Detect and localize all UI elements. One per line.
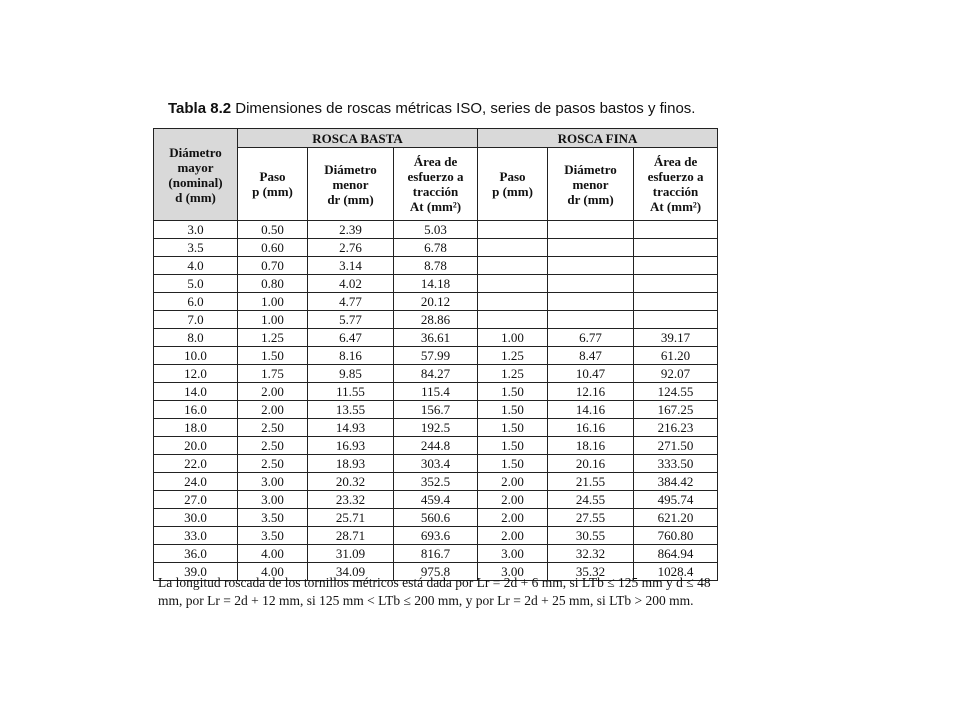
table-cell: 7.0 bbox=[154, 311, 238, 329]
table-cell: 816.7 bbox=[394, 545, 478, 563]
table-cell: 28.71 bbox=[308, 527, 394, 545]
table-cell: 31.09 bbox=[308, 545, 394, 563]
table-cell: 20.32 bbox=[308, 473, 394, 491]
header-diametro-menor-basta: Diámetro menor dr (mm) bbox=[308, 148, 394, 221]
footnote: La longitud roscada de los tornillos métricos está dada por Lr = 2d + 6 mm, si LTb ≤ 125 mm y d ≤ 48 mm, por Lr = 2d + 12 mm, si 125 mm < LTb ≤ 200 mm, y por Lr = 2d + 25 mm, si LTb > 200 mm. bbox=[158, 575, 711, 608]
table-cell: 61.20 bbox=[634, 347, 718, 365]
table-cell: 3.0 bbox=[154, 221, 238, 239]
table-cell: 20.0 bbox=[154, 437, 238, 455]
table-cell: 2.00 bbox=[238, 383, 308, 401]
table-cell: 0.80 bbox=[238, 275, 308, 293]
table-cell: 2.00 bbox=[238, 401, 308, 419]
table-cell bbox=[634, 275, 718, 293]
table-cell: 30.55 bbox=[548, 527, 634, 545]
table-cell bbox=[478, 239, 548, 257]
table-cell: 1.50 bbox=[478, 383, 548, 401]
table-cell: 1.50 bbox=[478, 437, 548, 455]
table-cell: 1.25 bbox=[478, 365, 548, 383]
table-cell: 22.0 bbox=[154, 455, 238, 473]
table-cell: 2.00 bbox=[478, 527, 548, 545]
table-cell: 4.02 bbox=[308, 275, 394, 293]
table-cell: 3.5 bbox=[154, 239, 238, 257]
table-cell: 271.50 bbox=[634, 437, 718, 455]
header-diametro-mayor: Diámetro mayor (nominal) d (mm) bbox=[154, 129, 238, 221]
table-cell: 8.78 bbox=[394, 257, 478, 275]
thread-dimensions-table bbox=[153, 128, 718, 581]
table-cell: 124.55 bbox=[634, 383, 718, 401]
table-cell bbox=[478, 311, 548, 329]
table-cell bbox=[548, 257, 634, 275]
table-cell: 3.00 bbox=[478, 563, 548, 581]
table-row bbox=[154, 437, 718, 455]
table-row bbox=[154, 239, 718, 257]
table-cell: 693.6 bbox=[394, 527, 478, 545]
table-cell: 2.50 bbox=[238, 455, 308, 473]
table-cell: 10.0 bbox=[154, 347, 238, 365]
table-cell: 10.47 bbox=[548, 365, 634, 383]
table-row bbox=[154, 455, 718, 473]
table-cell: 4.77 bbox=[308, 293, 394, 311]
table-row bbox=[154, 383, 718, 401]
table-cell: 8.47 bbox=[548, 347, 634, 365]
table-cell: 16.16 bbox=[548, 419, 634, 437]
table-cell: 495.74 bbox=[634, 491, 718, 509]
table-cell: 34.09 bbox=[308, 563, 394, 581]
table-cell: 30.0 bbox=[154, 509, 238, 527]
table-cell: 2.50 bbox=[238, 419, 308, 437]
table-row bbox=[154, 419, 718, 437]
table-cell bbox=[548, 311, 634, 329]
table-cell: 3.00 bbox=[238, 473, 308, 491]
table-cell bbox=[634, 311, 718, 329]
table-row bbox=[154, 365, 718, 383]
table-cell: 27.55 bbox=[548, 509, 634, 527]
table-cell: 14.18 bbox=[394, 275, 478, 293]
table-cell: 4.00 bbox=[238, 545, 308, 563]
table-cell: 0.70 bbox=[238, 257, 308, 275]
header-diametro-menor-fina: Diámetro menor dr (mm) bbox=[548, 148, 634, 221]
table-cell: 5.77 bbox=[308, 311, 394, 329]
header-paso-basta: Paso p (mm) bbox=[238, 148, 308, 221]
table-cell: 16.93 bbox=[308, 437, 394, 455]
table-cell: 39.0 bbox=[154, 563, 238, 581]
table-cell: 12.0 bbox=[154, 365, 238, 383]
table-cell bbox=[548, 239, 634, 257]
table-cell: 84.27 bbox=[394, 365, 478, 383]
table-cell: 864.94 bbox=[634, 545, 718, 563]
table-cell: 2.50 bbox=[238, 437, 308, 455]
table-cell: 3.00 bbox=[478, 545, 548, 563]
table-cell: 4.0 bbox=[154, 257, 238, 275]
table-cell: 6.47 bbox=[308, 329, 394, 347]
table-cell: 57.99 bbox=[394, 347, 478, 365]
table-cell: 0.50 bbox=[238, 221, 308, 239]
table-cell: 3.00 bbox=[238, 491, 308, 509]
header-paso-fina: Paso p (mm) bbox=[478, 148, 548, 221]
table-cell: 167.25 bbox=[634, 401, 718, 419]
table-cell: 2.39 bbox=[308, 221, 394, 239]
table-cell: 384.42 bbox=[634, 473, 718, 491]
table-cell bbox=[478, 275, 548, 293]
table-cell: 1.50 bbox=[478, 401, 548, 419]
table-cell: 3.50 bbox=[238, 527, 308, 545]
table-cell: 352.5 bbox=[394, 473, 478, 491]
table-row bbox=[154, 473, 718, 491]
table-cell: 1.75 bbox=[238, 365, 308, 383]
table-cell: 1.50 bbox=[478, 455, 548, 473]
table-cell: 459.4 bbox=[394, 491, 478, 509]
header-rosca-basta: ROSCA BASTA bbox=[238, 129, 478, 148]
table-cell: 4.00 bbox=[238, 563, 308, 581]
table-cell: 21.55 bbox=[548, 473, 634, 491]
table-cell: 32.32 bbox=[548, 545, 634, 563]
table-row bbox=[154, 329, 718, 347]
table-cell: 18.0 bbox=[154, 419, 238, 437]
table-cell: 12.16 bbox=[548, 383, 634, 401]
table-cell: 18.16 bbox=[548, 437, 634, 455]
table-cell bbox=[548, 293, 634, 311]
table-cell: 8.0 bbox=[154, 329, 238, 347]
table-cell: 760.80 bbox=[634, 527, 718, 545]
table-cell: 3.50 bbox=[238, 509, 308, 527]
table-cell: 36.61 bbox=[394, 329, 478, 347]
table-cell bbox=[634, 257, 718, 275]
table-cell: 975.8 bbox=[394, 563, 478, 581]
header-rosca-fina: ROSCA FINA bbox=[478, 129, 718, 148]
caption-text: Dimensiones de roscas métricas ISO, series de pasos bastos y finos. bbox=[235, 100, 696, 117]
table-cell: 3.14 bbox=[308, 257, 394, 275]
table-cell bbox=[478, 293, 548, 311]
table-cell: 6.78 bbox=[394, 239, 478, 257]
table-cell: 14.93 bbox=[308, 419, 394, 437]
table-cell: 621.20 bbox=[634, 509, 718, 527]
table-row bbox=[154, 347, 718, 365]
table-cell bbox=[634, 293, 718, 311]
table-cell: 27.0 bbox=[154, 491, 238, 509]
table-row bbox=[154, 257, 718, 275]
table-cell bbox=[634, 221, 718, 239]
table-row bbox=[154, 491, 718, 509]
table-row bbox=[154, 545, 718, 563]
table-cell: 92.07 bbox=[634, 365, 718, 383]
table-cell: 18.93 bbox=[308, 455, 394, 473]
table-row bbox=[154, 221, 718, 239]
table-cell: 5.0 bbox=[154, 275, 238, 293]
table-row bbox=[154, 509, 718, 527]
table-cell: 1.00 bbox=[478, 329, 548, 347]
table-cell: 6.0 bbox=[154, 293, 238, 311]
table-cell: 13.55 bbox=[308, 401, 394, 419]
table-cell: 20.12 bbox=[394, 293, 478, 311]
table-cell bbox=[478, 257, 548, 275]
table-cell: 35.32 bbox=[548, 563, 634, 581]
table-cell: 1.50 bbox=[478, 419, 548, 437]
table-cell: 156.7 bbox=[394, 401, 478, 419]
table-row bbox=[154, 527, 718, 545]
table-cell: 303.4 bbox=[394, 455, 478, 473]
table-cell bbox=[634, 239, 718, 257]
table-cell: 1.50 bbox=[238, 347, 308, 365]
table-cell: 25.71 bbox=[308, 509, 394, 527]
table-cell: 39.17 bbox=[634, 329, 718, 347]
header-area-basta: Área de esfuerzo a tracción At (mm²) bbox=[394, 148, 478, 221]
table-cell: 244.8 bbox=[394, 437, 478, 455]
table-cell: 20.16 bbox=[548, 455, 634, 473]
table-row bbox=[154, 275, 718, 293]
table-cell: 28.86 bbox=[394, 311, 478, 329]
table-cell: 2.00 bbox=[478, 509, 548, 527]
table-cell bbox=[548, 275, 634, 293]
table-caption bbox=[168, 100, 695, 117]
table-cell bbox=[478, 221, 548, 239]
table-cell: 24.0 bbox=[154, 473, 238, 491]
table-cell: 9.85 bbox=[308, 365, 394, 383]
table-cell: 1028.4 bbox=[634, 563, 718, 581]
table-cell: 23.32 bbox=[308, 491, 394, 509]
table-cell: 2.00 bbox=[478, 473, 548, 491]
table-cell: 333.50 bbox=[634, 455, 718, 473]
table-row bbox=[154, 401, 718, 419]
table-cell: 1.00 bbox=[238, 311, 308, 329]
table-cell: 1.00 bbox=[238, 293, 308, 311]
table-cell: 11.55 bbox=[308, 383, 394, 401]
table-cell: 36.0 bbox=[154, 545, 238, 563]
table-cell: 216.23 bbox=[634, 419, 718, 437]
caption-label: Tabla 8.2 bbox=[168, 100, 232, 117]
header-area-fina: Área de esfuerzo a tracción At (mm²) bbox=[634, 148, 718, 221]
table-cell: 8.16 bbox=[308, 347, 394, 365]
table-cell: 0.60 bbox=[238, 239, 308, 257]
table-cell: 14.16 bbox=[548, 401, 634, 419]
table-cell: 2.00 bbox=[478, 491, 548, 509]
table-cell: 14.0 bbox=[154, 383, 238, 401]
table-cell: 192.5 bbox=[394, 419, 478, 437]
table-cell: 33.0 bbox=[154, 527, 238, 545]
table-cell: 560.6 bbox=[394, 509, 478, 527]
table-row bbox=[154, 293, 718, 311]
table-cell: 6.77 bbox=[548, 329, 634, 347]
table-body bbox=[154, 221, 718, 581]
table-cell: 1.25 bbox=[478, 347, 548, 365]
table-cell: 16.0 bbox=[154, 401, 238, 419]
table-cell: 5.03 bbox=[394, 221, 478, 239]
table-cell: 115.4 bbox=[394, 383, 478, 401]
table-row bbox=[154, 311, 718, 329]
table-cell: 24.55 bbox=[548, 491, 634, 509]
table-cell: 2.76 bbox=[308, 239, 394, 257]
table-cell bbox=[548, 221, 634, 239]
table-cell: 1.25 bbox=[238, 329, 308, 347]
